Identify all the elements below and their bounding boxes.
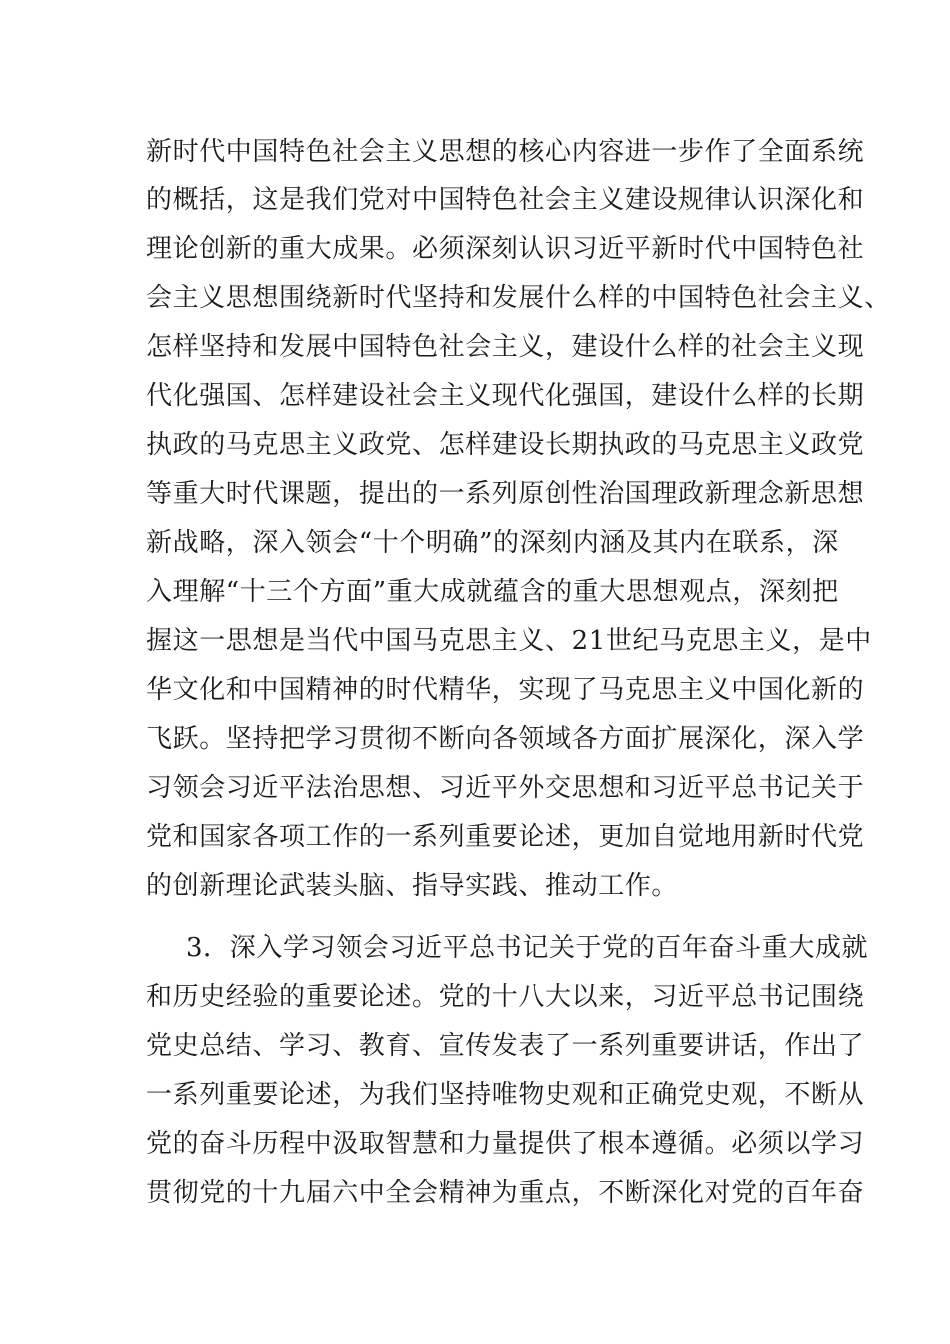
- body-text-line: 党的奋斗历程中汲取智慧和力量提供了根本遵循。必须以学习: [146, 1129, 865, 1159]
- body-text-line: 握这一思想是当代中国马克思主义、21世纪马克思主义，是中: [146, 626, 872, 656]
- body-text-line: 执政的马克思主义政党、怎样建设长期执政的马克思主义政党: [146, 430, 865, 460]
- body-text-line: 入理解“十三个方面”重大成就蕴含的重大思想观点，深刻把: [146, 577, 839, 607]
- body-text-line: 一系列重要论述，为我们坚持唯物史观和正确党史观，不断从: [146, 1080, 865, 1110]
- body-text-line: 贯彻党的十九届六中全会精神为重点，不断深化对党的百年奋: [146, 1178, 865, 1208]
- body-text-line: 新时代中国特色社会主义思想的核心内容进一步作了全面系统: [146, 137, 865, 167]
- body-text-line: 的创新理论武装头脑、指导实践、推动工作。: [146, 871, 679, 901]
- body-text-line: 和历史经验的重要论述。党的十八大以来，习近平总书记围绕: [146, 982, 865, 1012]
- body-text-line: 华文化和中国精神的时代精华，实现了马克思主义中国化新的: [146, 675, 865, 705]
- body-text-line: 习领会习近平法治思想、习近平外交思想和习近平总书记关于: [146, 773, 865, 803]
- body-text-line: 等重大时代课题，提出的一系列原创性治国理政新理念新思想: [146, 479, 865, 509]
- body-text-line: 代化强国、怎样建设社会主义现代化强国，建设什么样的长期: [146, 381, 865, 411]
- paragraph-start-line: 3．深入学习领会习近平总书记关于党的百年奋斗重大成就: [186, 933, 869, 963]
- body-text-line: 怎样坚持和发展中国特色社会主义，建设什么样的社会主义现: [146, 332, 865, 362]
- body-text-line: 会主义思想围绕新时代坚持和发展什么样的中国特色社会主义、: [146, 283, 891, 313]
- body-text-line: 党史总结、学习、教育、宣传发表了一系列重要讲话，作出了: [146, 1031, 865, 1061]
- body-text-line: 党和国家各项工作的一系列重要论述，更加自觉地用新时代党: [146, 822, 865, 852]
- body-text-line: 飞跃。坚持把学习贯彻不断向各领域各方面扩展深化，深入学: [146, 724, 865, 754]
- body-text-line: 新战略，深入领会“十个明确”的深刻内涵及其内在联系，深: [146, 528, 839, 558]
- body-text-line: 理论创新的重大成果。必须深刻认识习近平新时代中国特色社: [146, 234, 865, 264]
- body-text-line: 的概括，这是我们党对中国特色社会主义建设规律认识深化和: [146, 185, 865, 215]
